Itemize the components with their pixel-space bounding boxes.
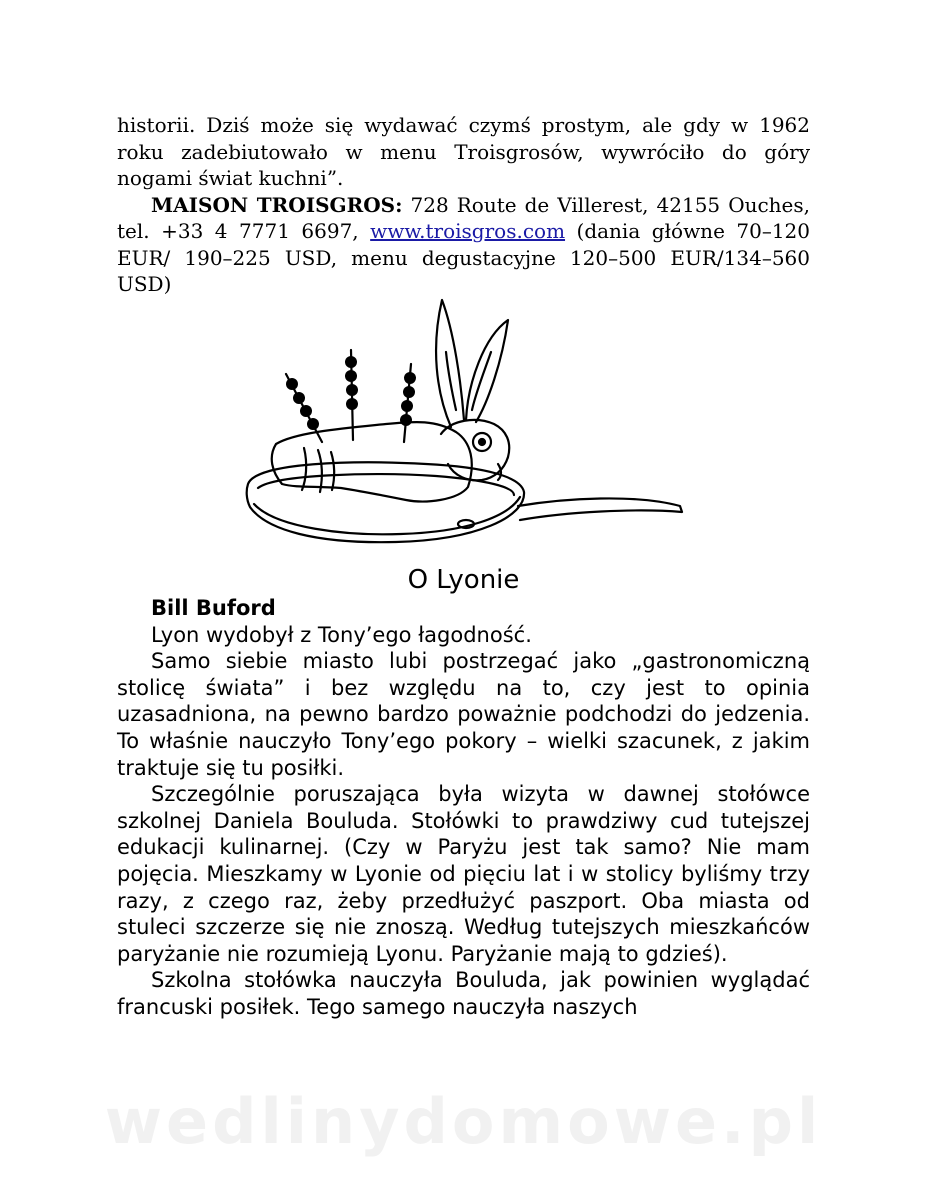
watermark: wedlinydomowe.pl [104,1085,823,1158]
restaurant-prices: (dania główne 70–120 EUR/ 190–225 USD, menu degustacyjne 120–500 EUR/134–560 USD) [117,219,811,296]
chapter-paragraph: Lyon wydobył z Tony’ego łagodność. [151,622,532,647]
restaurant-name: MAISON TROISGROS: [151,192,403,217]
restaurant-address: 728 Route de Villerest, 42155 Ouches, tel. +33 4 7771 6697, [117,192,811,243]
chapter-title: O Lyonie [407,565,520,595]
chapter-paragraph: Szczególnie poruszająca była wizyta w dawnej stołówce szkolnej Daniela Bouluda. Stołówki to prawdziwy cud tutejszej edukacji kulinarnej. (Czy w Paryżu jest tak samo? Nie mam pojęcia. Mieszkamy w Lyonie od pięciu lat i w stolicy byliśmy trzy razy, z czego raz, żeby przedłużyć paszport. Oba miasta od stuleci szczerze się nie znoszą. Według tutejszych mieszkańców paryżanie nie rozumieją Lyonu. Paryżanie mają to gdzieś). [117,782,810,966]
chapter-paragraph: Szkolna stołówka nauczyła Bouluda, jak powinien wyglądać francuski posiłek. Tego samego nauczyła naszych [117,968,810,1019]
website-link[interactable]: www.troisgros.com [370,219,566,243]
chapter-paragraph: Samo siebie miasto lubi postrzegać jako „gastronomiczną stolicę świata” i bez względu na to, czy jest to opinia uzasadniona, na pewno bardzo poważnie podchodzi do jedzenia. To właśnie nauczyło Tony’ego pokory – wielki szacunek, z jakim traktuje się tu posiłki. [117,649,810,780]
chapter-body [117,595,810,1021]
restaurant-info [117,192,810,298]
chapter-author: Bill Buford [151,596,276,620]
paragraph-continuation: historii. Dziś może się wydawać czymś prostym, ale gdy w 1962 roku zadebiutowało w menu Troisgrosów, wywróciło do góry nogami świat kuchni”. [117,113,810,190]
top-text-section [117,112,810,298]
rabbit-in-pan-illustration [236,292,686,558]
